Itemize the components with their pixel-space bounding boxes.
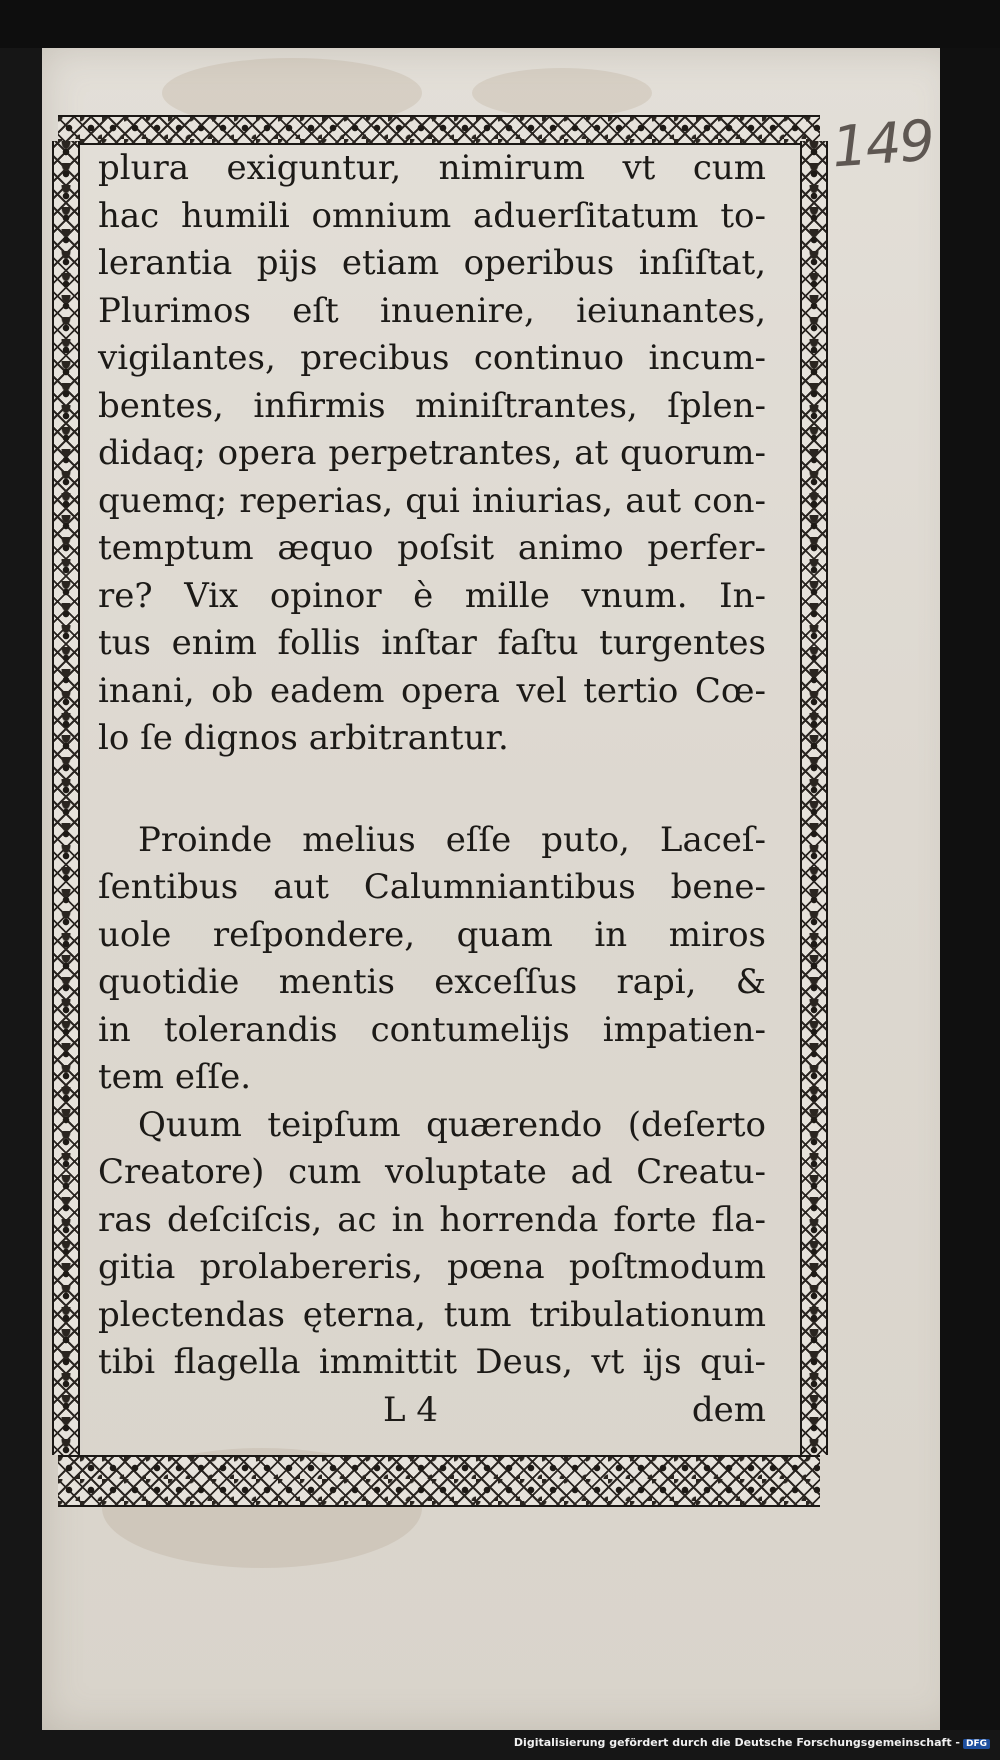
signature-mark: L 4 [383,1389,439,1430]
credit-text: Digitalisierung gefördert durch die Deutsche Forschungsgemeinschaft - [513,1736,960,1749]
scan-right-edge [940,48,1000,1730]
text-line: Proinde melius eſſe puto, Laceſ- [138,819,766,860]
text-line: didaq; opera perpetrantes, at quorum- [98,433,766,473]
text-line: Creatore) cum voluptate ad Creatu- [98,1152,766,1192]
text-line: vigilantes, precibus continuo incum- [98,338,766,378]
page-footer [98,1387,766,1435]
scan-top-edge [0,0,1000,48]
text-line: ras deſciſcis, ac in horrenda forte fla- [98,1199,766,1240]
text-line: gitia prolabereris, pœna poſtmodum [98,1247,766,1287]
catchword: dem [691,1389,766,1430]
text-line: quemq; reperias, qui iniurias, aut con- [98,480,766,521]
page-text [98,145,766,1434]
text-line: hac humili omnium aduerſitatum to- [98,195,766,236]
text-line: bentes, infirmis miniſtrantes, ſplen- [98,385,766,426]
text-line: temptum æquo poſsit animo perfer- [98,528,766,568]
ornamental-frame [58,115,820,1505]
text-line: uole reſpondere, quam in miros [98,914,766,955]
text-line: Quum teipſum quærendo (deſerto [138,1104,766,1145]
text-line: tem eſſe. [98,1057,252,1097]
text-line: lerantia pijs etiam operibus inſiſtat, [98,243,766,283]
text-line: tus enim follis inſtar faſtu turgentes [98,623,766,663]
digitization-credit [0,1736,990,1749]
text-line: inani, ob eadem opera vel tertio Cœ- [98,670,766,711]
text-line: plectendas ęterna, tum tribulationum [98,1294,766,1335]
text-line: tibi flagella immittit Deus, vt ijs qui- [98,1342,766,1382]
text-line: ſentibus aut Calumniantibus bene- [98,867,766,907]
text-line: plura exiguntur, nimirum vt cum [98,148,766,188]
text-line: quotidie mentis exceſſus rapi, & [98,962,766,1002]
text-line: re? Vix opinor è mille vnum. In- [98,575,766,616]
ornament-border-left [52,141,80,1455]
text-line: lo ſe dignos arbitrantur. [98,718,509,758]
ornament-border-top [58,115,820,145]
ornament-border-bottom [58,1455,820,1507]
folio-number: 149 [829,108,936,181]
text-line: Plurimos eſt inuenire, ieiunantes, [98,290,766,331]
ornament-border-right [800,141,828,1455]
dfg-logo: DFG [963,1739,990,1749]
text-line: in tolerandis contumelijs impatien- [98,1009,766,1050]
